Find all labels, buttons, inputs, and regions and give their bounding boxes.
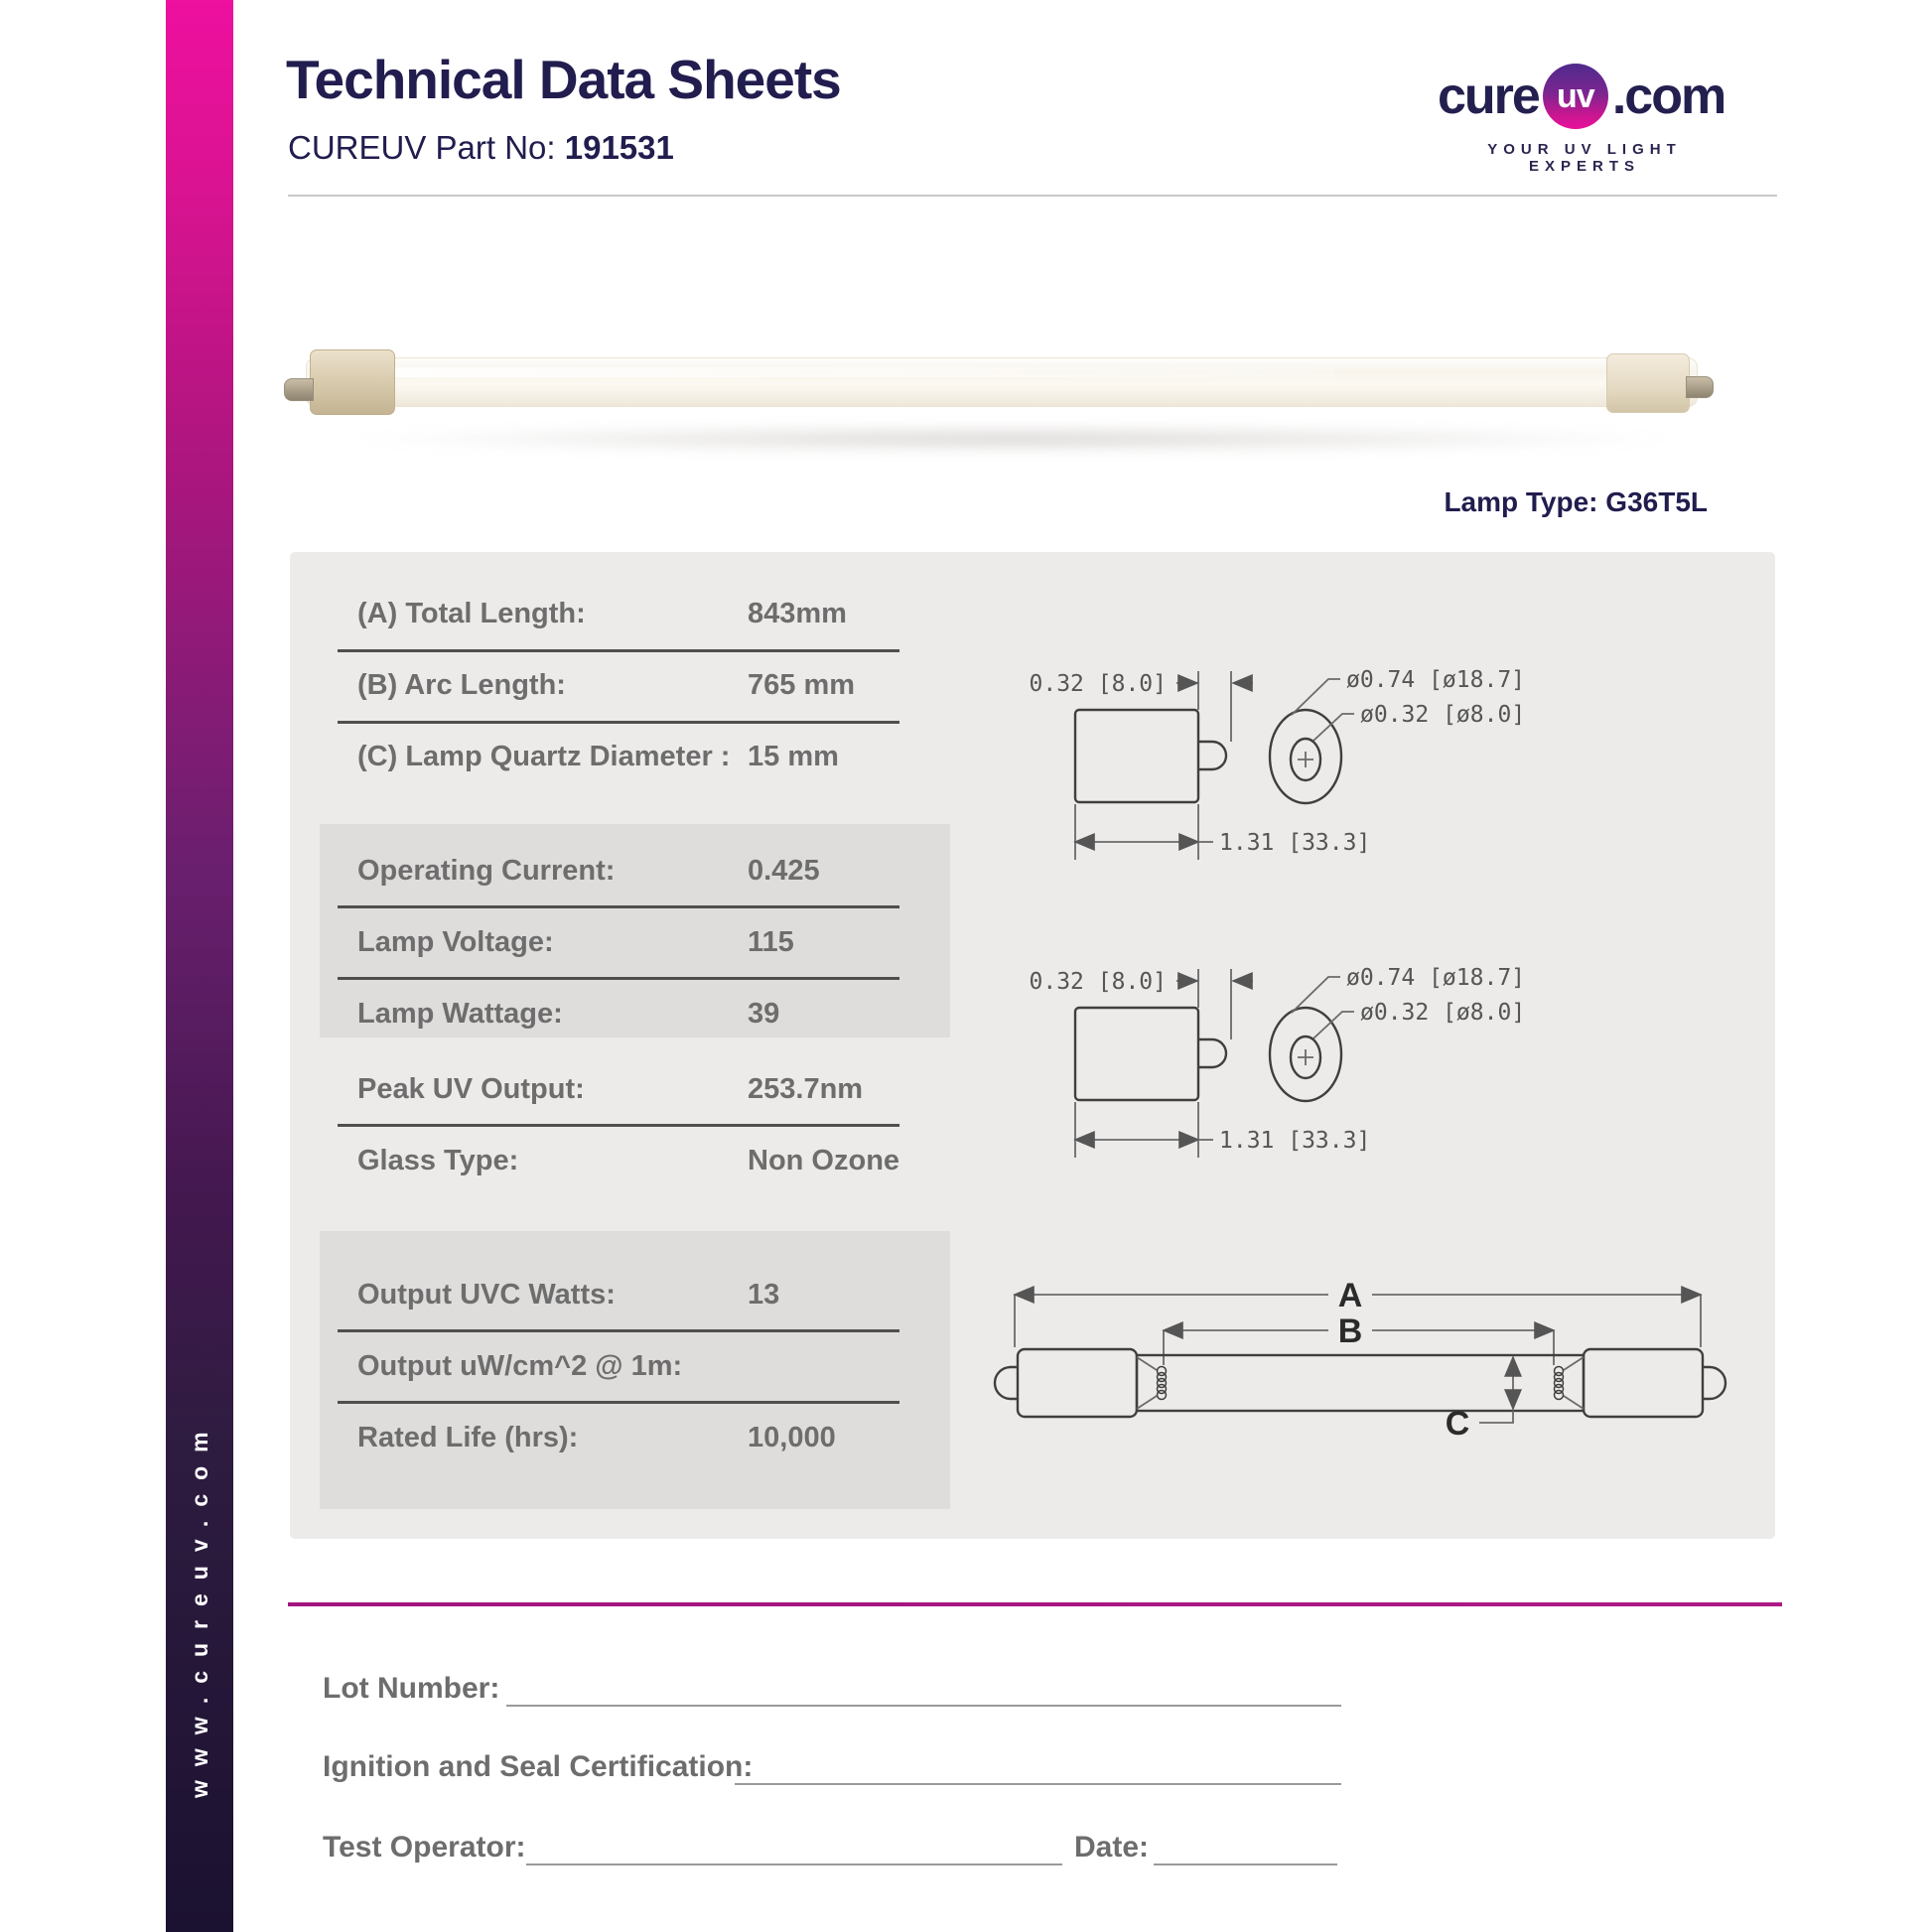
page-title: Technical Data Sheets — [286, 49, 841, 110]
spec-label: Lamp Voltage: — [357, 926, 554, 958]
lamp-tube-highlight — [362, 367, 1335, 377]
dim-cap-length: 1.31 [33.3] — [1219, 1128, 1371, 1154]
spec-value: 115 — [748, 926, 794, 958]
spec-value: 10,000 — [748, 1422, 836, 1453]
technical-drawings — [953, 635, 1787, 1489]
date-field-line — [1154, 1863, 1337, 1865]
spec-row-uvc-watts — [357, 1279, 913, 1314]
lamp-right-pin — [1686, 376, 1714, 398]
part-number-line — [288, 129, 674, 167]
spec-divider — [338, 721, 899, 724]
spec-row-arc-length — [357, 669, 913, 705]
spec-value: 39 — [748, 998, 780, 1030]
spec-value: 0.425 — [748, 855, 820, 887]
uv-circle-icon — [1543, 64, 1608, 129]
dim-pin-length: 0.32 [8.0] — [1029, 969, 1167, 995]
date-label: Date: — [1074, 1831, 1150, 1863]
dim-inner-diameter: ø0.32 [ø8.0] — [1360, 1000, 1526, 1026]
spec-label: Output UVC Watts: — [357, 1279, 616, 1311]
spec-row-peak-uv — [357, 1073, 913, 1109]
spec-label: Peak UV Output: — [357, 1073, 585, 1105]
lamp-type-line — [1370, 486, 1708, 518]
lamp-left-pin — [284, 378, 314, 401]
spec-row-rated-life — [357, 1422, 913, 1457]
spec-value: 843mm — [748, 598, 847, 629]
spec-value: 13 — [748, 1279, 780, 1311]
lamp-dimension-diagram — [995, 1277, 1725, 1443]
spec-divider — [338, 1401, 899, 1404]
lot-number-label: Lot Number: — [323, 1672, 500, 1705]
lamp-photo-shadow — [338, 425, 1688, 453]
end-cap-drawing-2 — [1030, 965, 1526, 1158]
spec-value: 253.7nm — [748, 1073, 864, 1105]
spec-label: (C) Lamp Quartz Diameter : — [357, 741, 731, 772]
lamp-type-value: G36T5L — [1605, 486, 1708, 517]
spec-row-lamp-wattage — [357, 998, 913, 1034]
spec-divider — [338, 977, 899, 980]
spec-value: 15 mm — [748, 741, 839, 772]
lamp-photo-tube — [306, 357, 1698, 407]
part-number-label: CUREUV Part No: — [288, 129, 565, 166]
dim-pin-length: 0.32 [8.0] — [1029, 671, 1167, 697]
spec-divider — [338, 1124, 899, 1127]
dim-cap-length: 1.31 [33.3] — [1219, 830, 1371, 856]
dim-label-a: A — [1337, 1277, 1363, 1314]
spec-value: 765 mm — [748, 669, 856, 701]
spec-divider — [338, 905, 899, 908]
spec-label: Lamp Wattage: — [357, 998, 563, 1030]
logo-text-cure: cure — [1438, 68, 1539, 125]
ignition-certification-label: Ignition and Seal Certification: — [323, 1750, 754, 1783]
sidebar-url: www.cureuv.com — [187, 1418, 212, 1799]
spec-value: Non Ozone — [748, 1145, 900, 1176]
spec-label: Output uW/cm^2 @ 1m: — [357, 1350, 683, 1382]
spec-label: Rated Life (hrs): — [357, 1422, 579, 1453]
logo-text-com: .com — [1611, 68, 1725, 125]
spec-divider — [338, 1329, 899, 1332]
lamp-left-end-cap — [310, 349, 395, 415]
spec-row-glass-type — [357, 1145, 913, 1180]
spec-divider — [338, 649, 899, 652]
logo-tagline: YOUR UV LIGHT EXPERTS — [1487, 141, 1682, 175]
cureuv-logo — [1438, 58, 1725, 135]
dim-inner-diameter: ø0.32 [ø8.0] — [1360, 702, 1526, 728]
dim-label-c: C — [1445, 1405, 1470, 1443]
dim-outer-diameter: ø0.74 [ø18.7] — [1346, 667, 1526, 693]
spec-row-operating-current — [357, 855, 913, 891]
spec-label: (B) Arc Length: — [357, 669, 566, 701]
end-cap-drawing-1 — [1030, 667, 1526, 860]
spec-row-lamp-voltage — [357, 926, 913, 962]
spec-label: (A) Total Length: — [357, 598, 586, 629]
spec-row-output-uw — [357, 1350, 913, 1386]
lamp-right-end-cap — [1606, 353, 1690, 413]
spec-row-total-length — [357, 598, 913, 633]
lamp-type-label: Lamp Type: — [1444, 486, 1606, 517]
right-filament-coil — [1555, 1367, 1564, 1400]
test-operator-label: Test Operator: — [323, 1831, 526, 1863]
spec-label: Glass Type: — [357, 1145, 519, 1176]
logo-text-uv: uv — [1557, 76, 1594, 115]
dim-label-b: B — [1337, 1312, 1363, 1350]
spec-label: Operating Current: — [357, 855, 616, 887]
left-filament-coil — [1158, 1367, 1167, 1400]
part-number-value: 191531 — [564, 129, 674, 166]
lot-number-field-line — [506, 1705, 1341, 1707]
spec-row-quartz-diameter — [357, 741, 913, 776]
dim-outer-diameter: ø0.74 [ø18.7] — [1346, 965, 1526, 991]
footer-accent-rule — [288, 1602, 1782, 1606]
ignition-certification-field-line — [735, 1783, 1341, 1785]
header-divider — [288, 195, 1777, 197]
test-operator-field-line — [526, 1863, 1062, 1865]
